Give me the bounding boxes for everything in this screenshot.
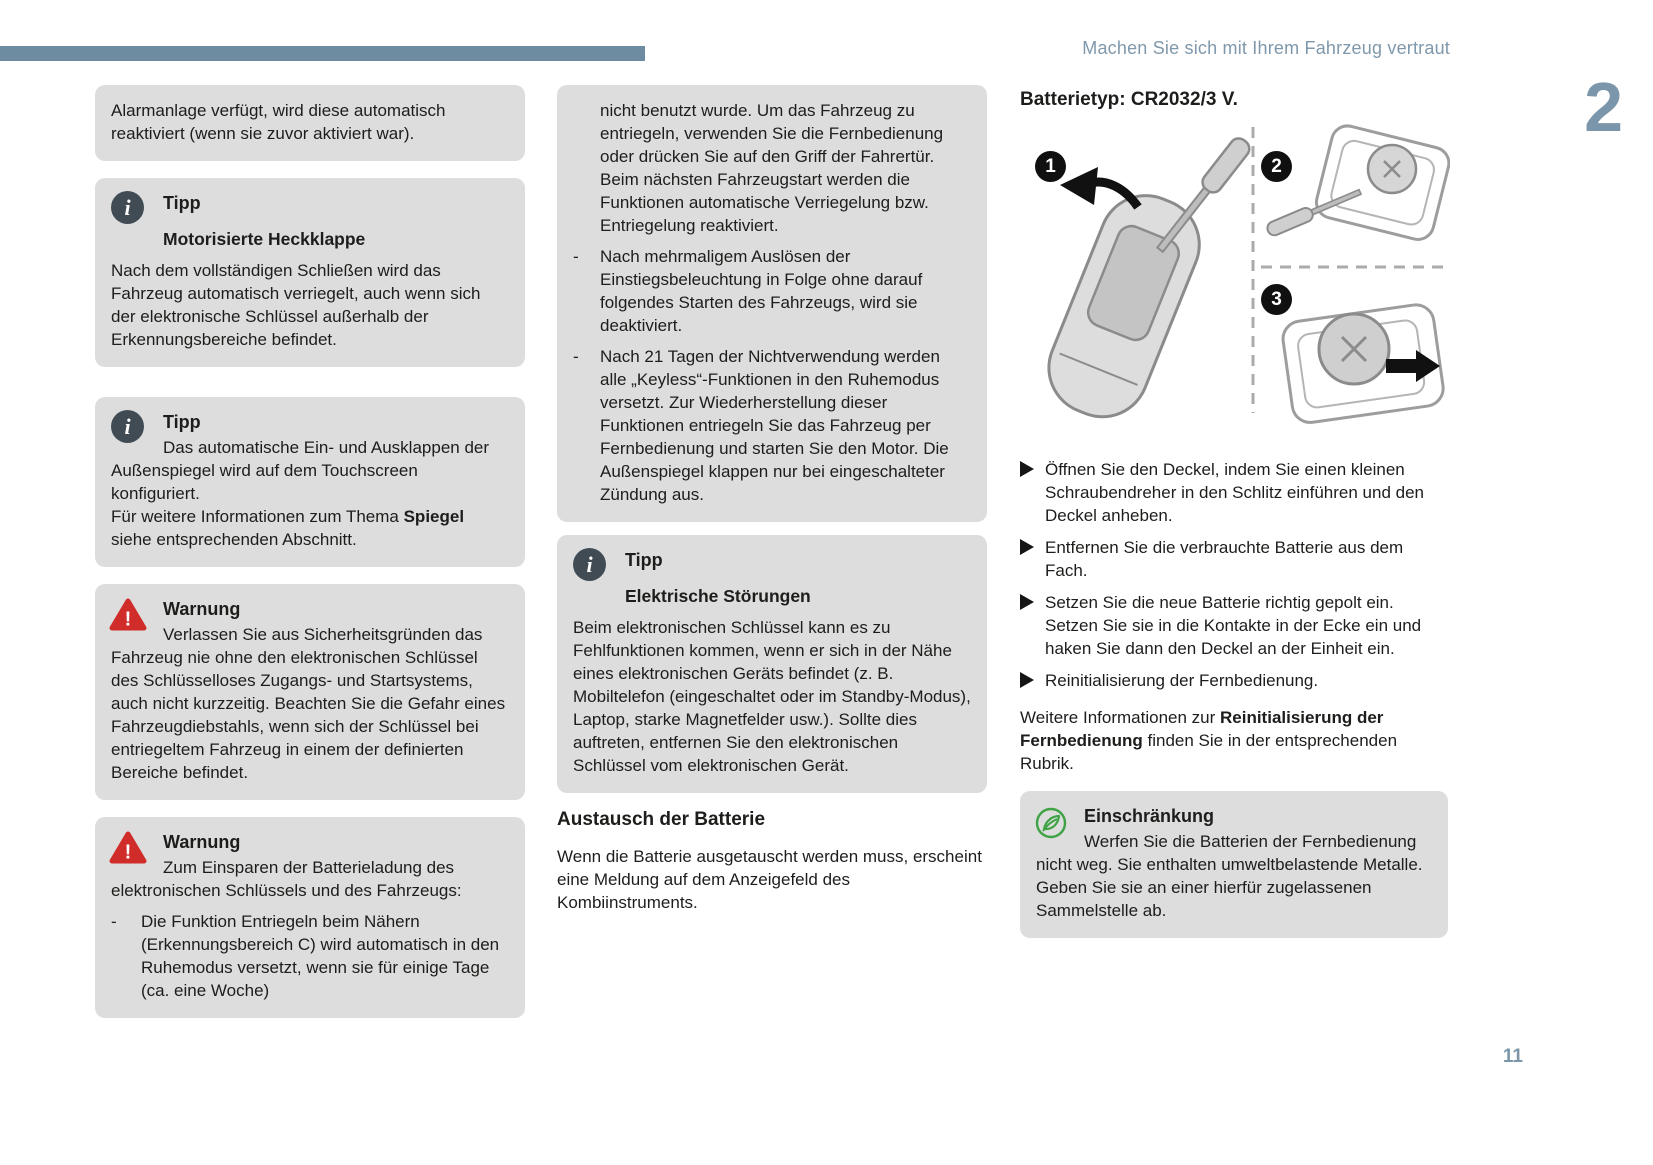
- tip-label: Tipp: [163, 412, 201, 432]
- right-column: [1020, 88, 1448, 955]
- page-number: 11: [1502, 1046, 1523, 1067]
- section-heading-battery-replacement: Austausch der Batterie: [557, 809, 766, 830]
- key-battery-figure: [1020, 121, 1450, 436]
- key-battery-illustration: [1020, 121, 1450, 436]
- battery-removal-drawing: [1281, 303, 1446, 425]
- warning-label: Warnung: [163, 599, 241, 619]
- tip-body: Beim elektronischen Schlüssel kann es zu Fehlfunktionen kommen, wenn er sich in der Nähe eines elektronischen Geräts befindet (z. B. Mobiltelefon (eingeschaltet oder im Standby-Modus), Laptop, starke Magnetfelder usw.). Sollte dies auftreten, entfernen Sie den elektronischen Schlüssel vom elektronischen Gerät.: [573, 618, 971, 775]
- procedure-list: [1020, 458, 1448, 692]
- tip-heading: Elektrische Störungen: [625, 586, 811, 606]
- tip-body: Das automatische Ein- und Ausklappen der Außenspiegel wird auf dem Touchscreen konfiguriert.: [111, 438, 490, 503]
- warning-box-battery-saving: [95, 817, 525, 1018]
- compartment-open-drawing: [1265, 123, 1450, 243]
- procedure-step: [1020, 536, 1448, 582]
- reinit-info-post: finden Sie in der entsprechenden Rubrik.: [1020, 731, 1398, 773]
- tip-body: Nach dem vollständigen Schließen wird das Fahrzeug automatisch verriegelt, auch wenn sich der elektronische Schlüssel außerhalb der Erkennungsbereiche befindet.: [111, 261, 481, 349]
- list-item-text: Nach 21 Tagen der Nichtverwendung werden alle „Keyless“-Funktionen in den Ruhemodus versetzt. Zur Wiederherstellung dieser Funktionen entriegeln Sie das Fahrzeug per Fernbedienung und starten Sie den Motor. Die Außenspiegel klappen nur bei eingeschalteter Zündung aus.: [600, 347, 949, 504]
- header-accent-bar: [0, 46, 645, 61]
- continuation-lead: nicht benutzt wurde. Um das Fahrzeug zu entriegeln, verwenden Sie die Fernbedienung oder drücken Sie auf den Griff der Fahrertür. Beim nächsten Fahrzeugstart werden die Funktionen automatische Verriegelung bzw. Entriegelung reaktiviert.: [600, 101, 944, 235]
- reinit-info-pre: Weitere Informationen zur: [1020, 708, 1220, 727]
- dash-marker: -: [573, 247, 579, 266]
- arrow-bullet-icon: [1020, 539, 1034, 555]
- tip-label: Tipp: [625, 550, 663, 570]
- reinit-info-bold: Reinitialisierung der Fernbedienung: [1020, 708, 1384, 750]
- tip-box-electrical: [557, 535, 987, 793]
- warning-icon: [109, 831, 147, 871]
- info-icon: [111, 191, 144, 224]
- restriction-label: Einschränkung: [1084, 806, 1215, 826]
- list-item: [573, 245, 971, 337]
- procedure-step-text: Setzen Sie die neue Batterie richtig gepolt ein. Setzen Sie sie in die Kontakte in der Ecke ein und haken Sie dann den Deckel an der Einheit ein.: [1045, 593, 1422, 658]
- info-icon-glyph: i: [124, 414, 131, 439]
- warning-continuation-box: [95, 85, 525, 161]
- step-badge-2: 2: [1261, 151, 1292, 182]
- running-header: Machen Sie sich mit Ihrem Fahrzeug vertraut: [1082, 38, 1450, 58]
- tip-body-2-bold: Spiegel: [403, 507, 465, 526]
- tip-heading: Motorisierte Heckklappe: [163, 229, 366, 249]
- warning-body: Zum Einsparen der Batterieladung des elektronischen Schlüssels und des Fahrzeugs:: [111, 858, 462, 900]
- left-column: [95, 85, 525, 1035]
- tip-body-2-pre: Für weitere Informationen zum Thema: [111, 507, 404, 526]
- chapter-number: 2: [1584, 68, 1623, 146]
- info-icon-glyph: i: [586, 552, 593, 577]
- key-fob-drawing: [1035, 135, 1253, 431]
- warning-continuation-box-2: [557, 85, 987, 522]
- list-item: [573, 345, 971, 506]
- middle-column: [557, 85, 987, 924]
- tip-box-tailgate: [95, 178, 525, 367]
- warning-body: Verlassen Sie aus Sicherheitsgründen das Fahrzeug nie ohne den elektronischen Schlüssel des Schlüsselloses Zugangs- und Startsystems, auch nicht kurzzeitig. Beachten Sie die Gefahr eines Fahrzeugdiebstahls, wenn sich der Schlüssel bei entriegeltem Fahrzeug in einem der definierten Bereiche befindet.: [111, 625, 506, 782]
- procedure-step: [1020, 591, 1448, 660]
- tip-body-2-post: siehe entsprechenden Abschnitt.: [111, 530, 357, 549]
- warning-box-key-theft: [95, 584, 525, 800]
- warning-icon-glyph: !: [124, 608, 132, 631]
- recycling-leaf-icon: [1034, 806, 1068, 846]
- arrow-bullet-icon: [1020, 672, 1034, 688]
- info-icon-glyph: i: [124, 195, 131, 220]
- restriction-body: Werfen Sie die Batterien der Fernbedienung nicht weg. Sie enthalten umweltbelastende Metalle. Geben Sie sie an einer hierfür zugelassenen Sammelstelle ab.: [1036, 832, 1423, 920]
- info-icon: [573, 548, 606, 581]
- step-badge-3: 3: [1261, 284, 1292, 315]
- dash-marker: -: [111, 912, 117, 931]
- list-item-text: Nach mehrmaligem Auslösen der Einstiegsbeleuchtung in Folge ohne darauf folgendes Starten des Fahrzeugs, wird sie deaktiviert.: [600, 247, 923, 335]
- list-item-text: Die Funktion Entriegeln beim Nähern (Erkennungsbereich C) wird automatisch in den Ruhemodus versetzt, wenn sie für einige Tage (ca. eine Woche): [141, 912, 500, 1000]
- list-item: [111, 910, 509, 1002]
- battery-type-heading: Batterietyp: CR2032/3 V.: [1020, 89, 1238, 110]
- arrow-bullet-icon: [1020, 461, 1034, 477]
- screwdriver-icon: [1152, 135, 1253, 256]
- restriction-box: [1020, 791, 1448, 938]
- warning-label: Warnung: [163, 832, 241, 852]
- warning-icon: [109, 598, 147, 638]
- warning-continuation-text: Alarmanlage verfügt, wird diese automatisch reaktiviert (wenn sie zuvor aktiviert war).: [111, 101, 446, 143]
- screwdriver-icon: [1265, 185, 1363, 237]
- tip-body-2: [111, 505, 509, 551]
- procedure-step-text: Entfernen Sie die verbrauchte Batterie aus dem Fach.: [1045, 538, 1404, 580]
- tip-label: Tipp: [163, 193, 201, 213]
- removal-arrow-icon: [1386, 350, 1440, 382]
- procedure-step: [1020, 458, 1448, 527]
- tip-box-mirrors: [95, 397, 525, 567]
- info-icon: [111, 410, 144, 443]
- step-badge-1: 1: [1035, 151, 1066, 182]
- section-body: Wenn die Batterie ausgetauscht werden muss, erscheint eine Meldung auf dem Anzeigefeld des Kombiinstruments.: [557, 847, 982, 912]
- dash-marker: -: [573, 347, 579, 366]
- warning-icon-glyph: !: [124, 841, 132, 864]
- procedure-step-text: Reinitialisierung der Fernbedienung.: [1045, 671, 1319, 690]
- arrow-bullet-icon: [1020, 594, 1034, 610]
- reinit-info-text: [1020, 706, 1448, 775]
- procedure-step: [1020, 669, 1448, 692]
- procedure-step-text: Öffnen Sie den Deckel, indem Sie einen kleinen Schraubendreher in den Schlitz einführen und den Deckel anheben.: [1045, 460, 1424, 525]
